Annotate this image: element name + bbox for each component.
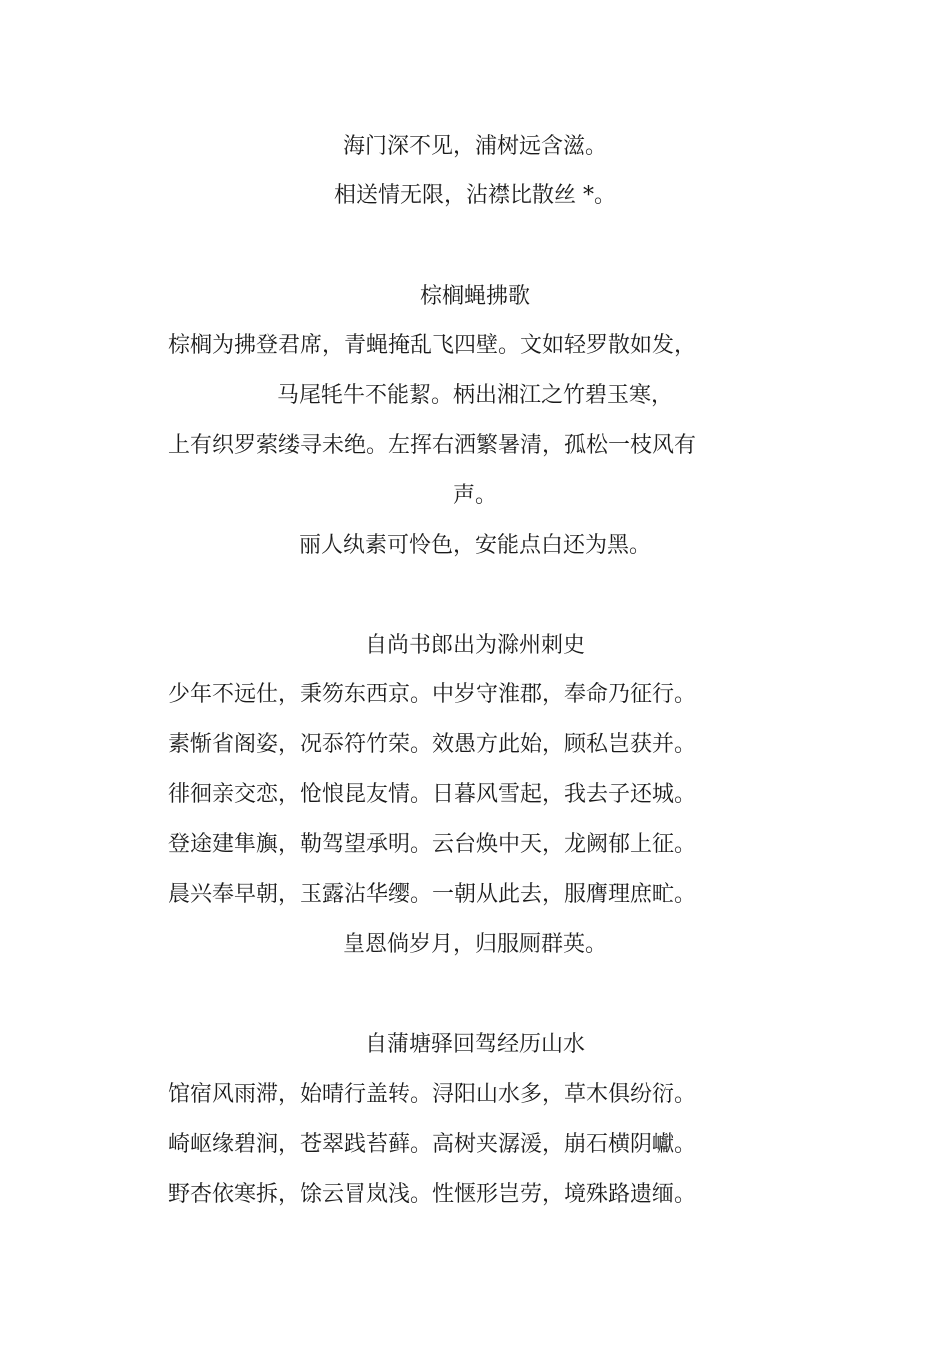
poem-line: 相送情无限，沾襟比散丝 *。 (334, 183, 616, 208)
poem-line: 声。 (452, 483, 497, 508)
poem-line: 少年不远仕，秉笏东西京。中岁守淮郡，奉命乃征行。 (168, 682, 697, 707)
poem-line: 海门深不见，浦树远含滋。 (342, 134, 607, 159)
poem-line: 皇恩倘岁月，归服厕群英。 (342, 932, 607, 957)
poem-line: 上有织罗萦缕寻未绝。左挥右洒繁暑清，孤松一枝风有 (168, 433, 697, 458)
poem-line: 晨兴奉早朝，玉露沾华缨。一朝从此去，服膺理庶甿。 (168, 882, 697, 907)
poem-line: 棕榈为拂登君席，青蝇掩乱飞四壁。文如轻罗散如发， (168, 333, 697, 358)
poem-line: 徘徊亲交恋，怆悢昆友情。日暮风雪起，我去子还城。 (168, 782, 697, 807)
poem-line: 马尾牦牛不能絜。柄出湘江之竹碧玉寒， (276, 383, 673, 408)
poem-line: 馆宿风雨滞，始晴行盖转。浔阳山水多，草木俱纷衍。 (168, 1082, 697, 1107)
poem-line: 素惭省阁姿，况忝符竹荣。效愚方此始，顾私岂获并。 (168, 732, 697, 757)
poem-title: 自蒲塘驿回驾经历山水 (364, 1032, 585, 1057)
poem-line: 登途建隼旟，勒驾望承明。云台焕中天，龙阙郁上征。 (168, 832, 697, 857)
poem-line: 野杏依寒拆，馀云冒岚浅。性惬形岂劳，境殊路遗缅。 (168, 1182, 697, 1207)
poem-title: 自尚书郎出为滁州刺史 (364, 633, 585, 658)
poem-line: 崎岖缘碧涧，苍翠践苔藓。高树夹潺湲，崩石横阴巘。 (168, 1132, 697, 1157)
poem-line: 丽人纨素可怜色，安能点白还为黑。 (298, 533, 651, 558)
poem-title: 棕榈蝇拂歌 (419, 284, 530, 309)
